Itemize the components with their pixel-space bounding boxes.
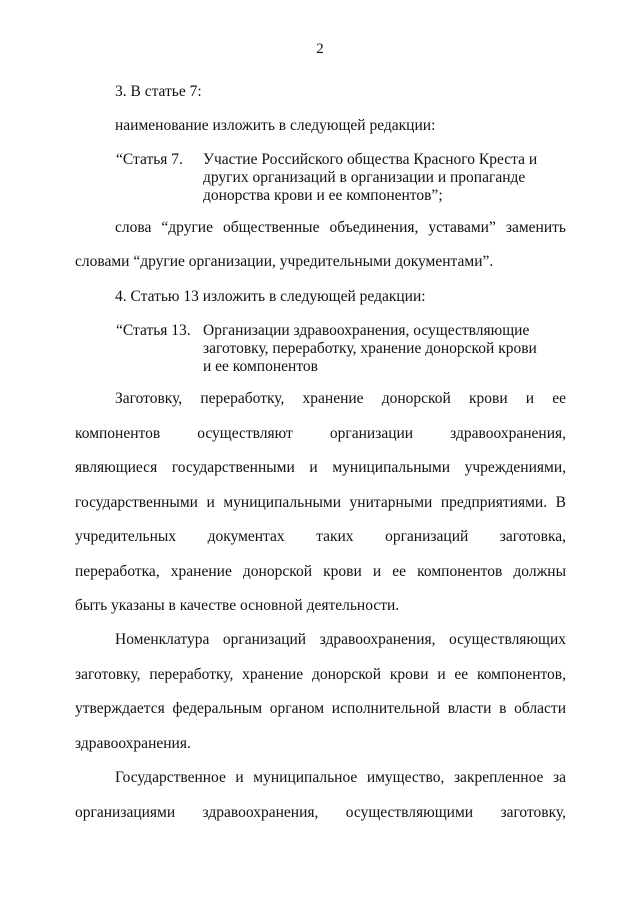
paragraph2-line: заготовку, переработку, хранение донорской крови и ее компонентов, — [75, 666, 566, 683]
paragraph2-line: Номенклатура организаций здравоохранения, осуществляющих — [115, 631, 566, 648]
paragraph2-line: утверждается федеральным органом исполнительной власти в области — [75, 700, 566, 717]
paragraph1-line: являющиеся государственными и муниципальными учреждениями, — [75, 459, 566, 476]
item3-replace-line: слова “другие общественные объединения, уставами” заменить — [115, 219, 566, 236]
item3-article-title-line: других организаций в организации и пропаганде — [203, 169, 526, 186]
item4-article-label: “Статья 13. — [116, 322, 191, 339]
page-number: 2 — [316, 41, 324, 57]
paragraph1-line: Заготовку, переработку, хранение донорской крови и ее — [115, 390, 566, 407]
paragraph3-line: организациями здравоохранения, осуществляющими заготовку, — [75, 804, 566, 821]
item3-heading: 3. В статье 7: — [115, 83, 202, 100]
item4-heading: 4. Статью 13 изложить в следующей редакции: — [115, 288, 426, 305]
paragraph2-line: здравоохранения. — [75, 735, 191, 752]
item4-article-title-line: и ее компонентов — [203, 358, 318, 375]
paragraph1-line: учредительных документах таких организаций заготовка, — [75, 528, 566, 545]
paragraph1-line: государственными и муниципальными унитарными предприятиями. В — [75, 494, 566, 511]
item4-article-title-line: заготовку, переработку, хранение донорской крови — [203, 340, 537, 357]
item3-article-title — [203, 151, 563, 205]
item3-article-title-line: донорства крови и ее компонентов”; — [203, 187, 443, 204]
item4-article-title — [203, 322, 563, 376]
paragraph3-line: Государственное и муниципальное имущество, закрепленное за — [115, 769, 566, 786]
paragraph1-line: переработка, хранение донорской крови и ее компонентов должны — [75, 563, 566, 580]
item3-article-title-line: Участие Российского общества Красного Креста и — [203, 151, 538, 168]
paragraph1-line: компонентов осуществляют организации здравоохранения, — [75, 425, 566, 442]
item3-article-label: “Статья 7. — [116, 151, 183, 168]
item3-instruction: наименование изложить в следующей редакции: — [115, 117, 436, 134]
item4-article-title-line: Организации здравоохранения, осуществляющие — [203, 322, 530, 339]
paragraph1-line: быть указаны в качестве основной деятельности. — [75, 597, 400, 614]
item3-replace-line: словами “другие организации, учредительными документами”. — [75, 253, 494, 270]
